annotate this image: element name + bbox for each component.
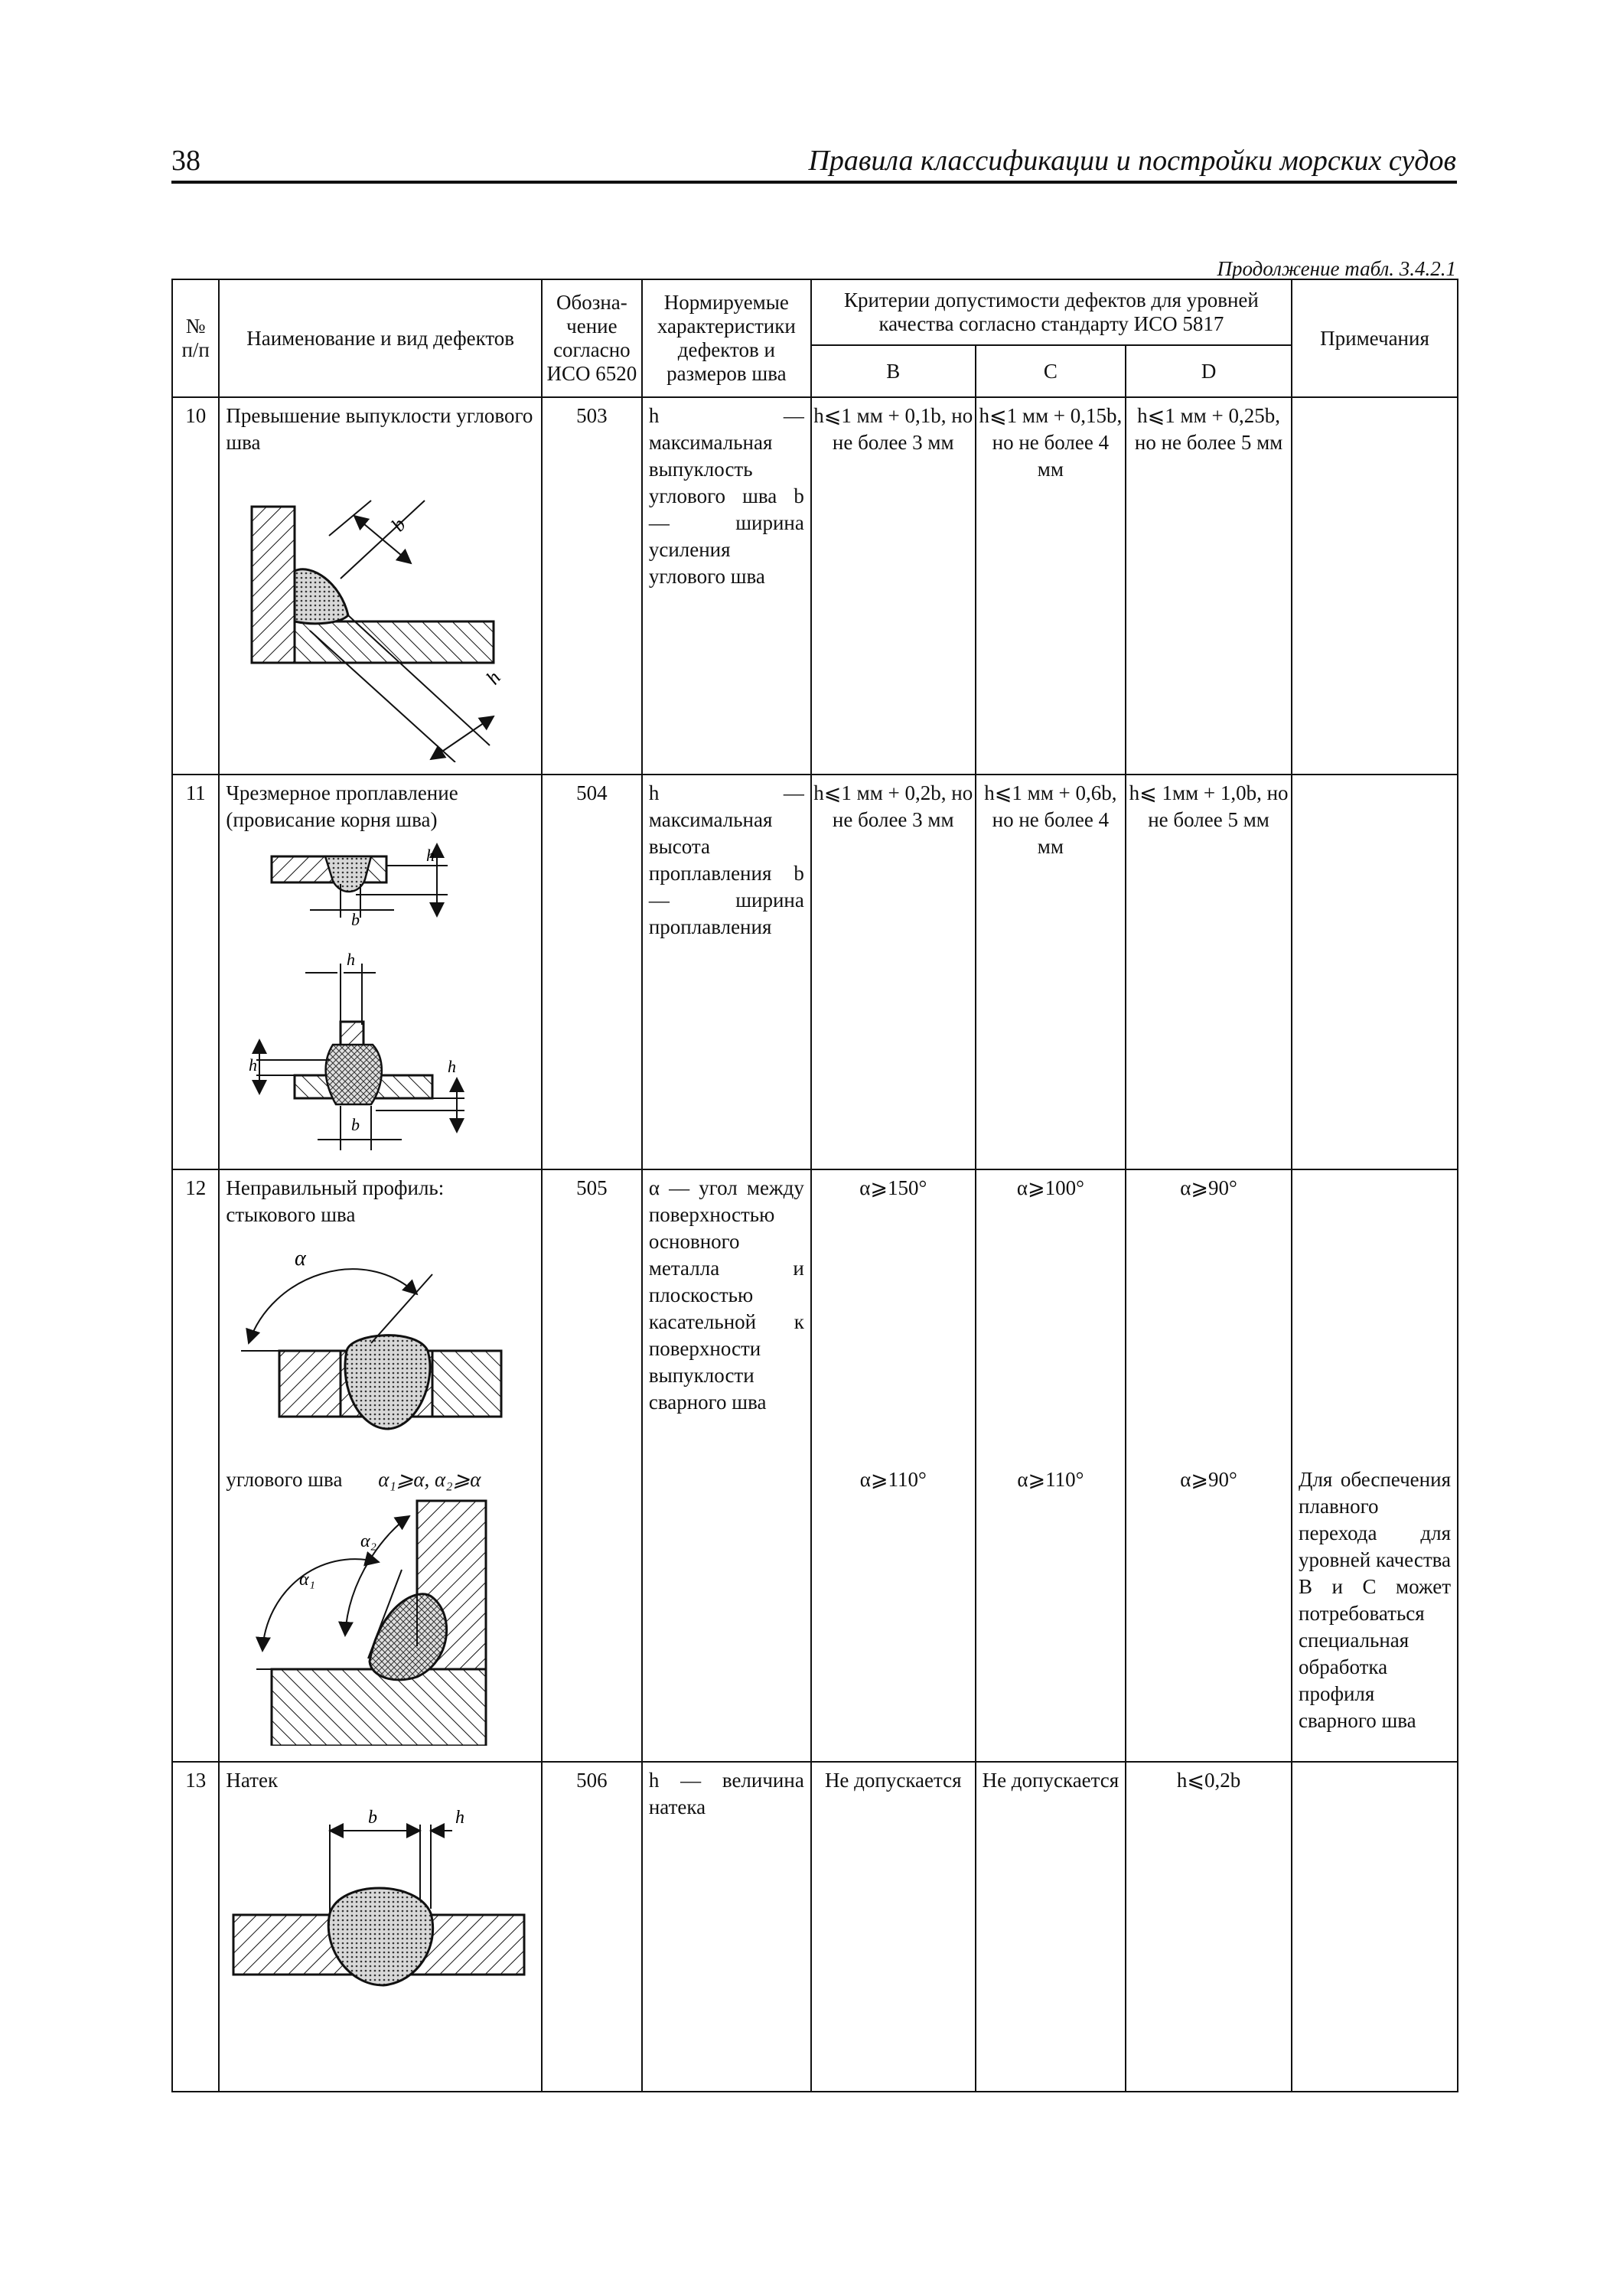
criterion-c: h⩽1 мм + 0,15b, но не более 4 мм <box>976 397 1126 775</box>
table-row <box>172 1762 1458 2092</box>
criterion-b: h⩽1 мм + 0,1b, но не более 3 мм <box>811 397 976 775</box>
col-header-notes: Примечания <box>1292 279 1458 397</box>
table-row <box>172 397 1458 775</box>
defect-cell <box>219 1462 542 1762</box>
criterion-b: α⩾150° <box>811 1169 976 1462</box>
col-header-level-c: C <box>976 345 1126 397</box>
criterion-d: h⩽1 мм + 0,25b, но не более 5 мм <box>1126 397 1292 775</box>
notes-cell: Для обеспечения плавного перехода для уровней качества B и C может потребоваться специальная обработка профиля сварного шва <box>1292 1462 1458 1762</box>
notes-cell <box>1292 1762 1458 2092</box>
fig-label-b: b <box>386 514 411 536</box>
fig-label-h: h <box>249 1055 258 1075</box>
table-subrow <box>172 1462 1458 1762</box>
angle-condition: α₁⩾α, α₂⩾α <box>378 1468 481 1491</box>
criterion-c: Не допускается <box>976 1762 1126 2092</box>
col-header-criteria: Критерии допустимости дефектов для уровней качества согласно стандарту ИСО 5817 <box>811 279 1292 345</box>
running-header: Правила классификации и постройки морских судов <box>808 145 1456 177</box>
fig-label-alpha: α <box>295 1247 307 1270</box>
table-row <box>172 775 1458 1169</box>
fig-label-h: h <box>426 846 435 865</box>
defect-subtype-line <box>226 1466 535 1493</box>
row-number: 13 <box>172 1762 219 2092</box>
header-rule <box>171 181 1457 184</box>
characteristics-text: α — угол между поверхностью основного металла и плоскостью касательной к поверхности выпуклости сварного шва <box>642 1169 811 1762</box>
fig-label-h: h <box>347 950 356 969</box>
excess-penetration-figure <box>226 833 529 1155</box>
butt-weld-profile-figure <box>226 1228 529 1450</box>
criterion-d: α⩾90° <box>1126 1462 1292 1762</box>
characteristics-text: h — максимальная высота проплавления b — ширина проплавления <box>642 775 811 1169</box>
col-header-designation: Обозна-чение согласно ИСО 6520 <box>542 279 642 397</box>
defect-cell <box>219 775 542 1169</box>
fillet-weld-profile-figure <box>226 1493 529 1746</box>
row-number: 11 <box>172 775 219 1169</box>
iso-6520-code: 506 <box>542 1762 642 2092</box>
col-header-num: № п/п <box>172 279 219 397</box>
col-header-name: Наименование и вид дефектов <box>219 279 542 397</box>
overlap-figure <box>226 1794 529 1993</box>
defect-name: Неправильный профиль: стыкового шва <box>226 1176 445 1226</box>
characteristics-text: h — величина натека <box>642 1762 811 2092</box>
notes-cell <box>1292 397 1458 775</box>
col-header-level-d: D <box>1126 345 1292 397</box>
table-continuation-label: Продолжение табл. 3.4.2.1 <box>1217 257 1456 280</box>
page-number: 38 <box>171 145 200 177</box>
fig-label-b: b <box>368 1808 378 1828</box>
col-header-level-b: B <box>811 345 976 397</box>
row-number: 12 <box>172 1169 219 1762</box>
notes-cell <box>1292 1169 1458 1462</box>
table-header-row <box>172 279 1458 345</box>
defect-name: Превышение выпуклости углового шва <box>226 404 533 454</box>
fig-label-h: h <box>455 1808 465 1828</box>
criterion-b: α⩾110° <box>811 1462 976 1762</box>
iso-6520-code: 503 <box>542 397 642 775</box>
row-number: 10 <box>172 397 219 775</box>
defect-name: Чрезмерное проплавление (провисание корня шва) <box>226 781 458 831</box>
criterion-c: h⩽1 мм + 0,6b, но не более 4 мм <box>976 775 1126 1169</box>
defect-cell <box>219 1762 542 2092</box>
fig-label-b: b <box>351 1115 360 1134</box>
col-header-characteristics: Нормируемые характеристики дефектов и размеров шва <box>642 279 811 397</box>
defects-table <box>171 279 1458 2092</box>
criterion-b: Не допускается <box>811 1762 976 2092</box>
criterion-d: h⩽ 1мм + 1,0b, но не более 5 мм <box>1126 775 1292 1169</box>
notes-cell <box>1292 775 1458 1169</box>
criterion-c: α⩾100° <box>976 1169 1126 1462</box>
defect-subtype-name: углового шва <box>226 1468 343 1491</box>
table-row <box>172 1169 1458 1462</box>
iso-6520-code: 505 <box>542 1169 642 1762</box>
criterion-d: α⩾90° <box>1126 1169 1292 1462</box>
criterion-d: h⩽0,2b <box>1126 1762 1292 2092</box>
fig-label-alpha2: α₂ <box>360 1531 377 1551</box>
characteristics-text: h — максимальная выпуклость углового шва b — ширина усиления углового шва <box>642 397 811 775</box>
fillet-convexity-figure <box>226 456 529 762</box>
fig-label-b: b <box>351 910 360 929</box>
defect-cell <box>219 397 542 775</box>
criterion-c: α⩾110° <box>976 1462 1126 1762</box>
fig-label-h: h <box>448 1057 457 1076</box>
fig-label-h: h <box>481 667 506 689</box>
iso-6520-code: 504 <box>542 775 642 1169</box>
defect-name: Натек <box>226 1769 279 1792</box>
defect-cell <box>219 1169 542 1462</box>
criterion-b: h⩽1 мм + 0,2b, но не более 3 мм <box>811 775 976 1169</box>
fig-label-alpha1: α₁ <box>299 1570 316 1590</box>
